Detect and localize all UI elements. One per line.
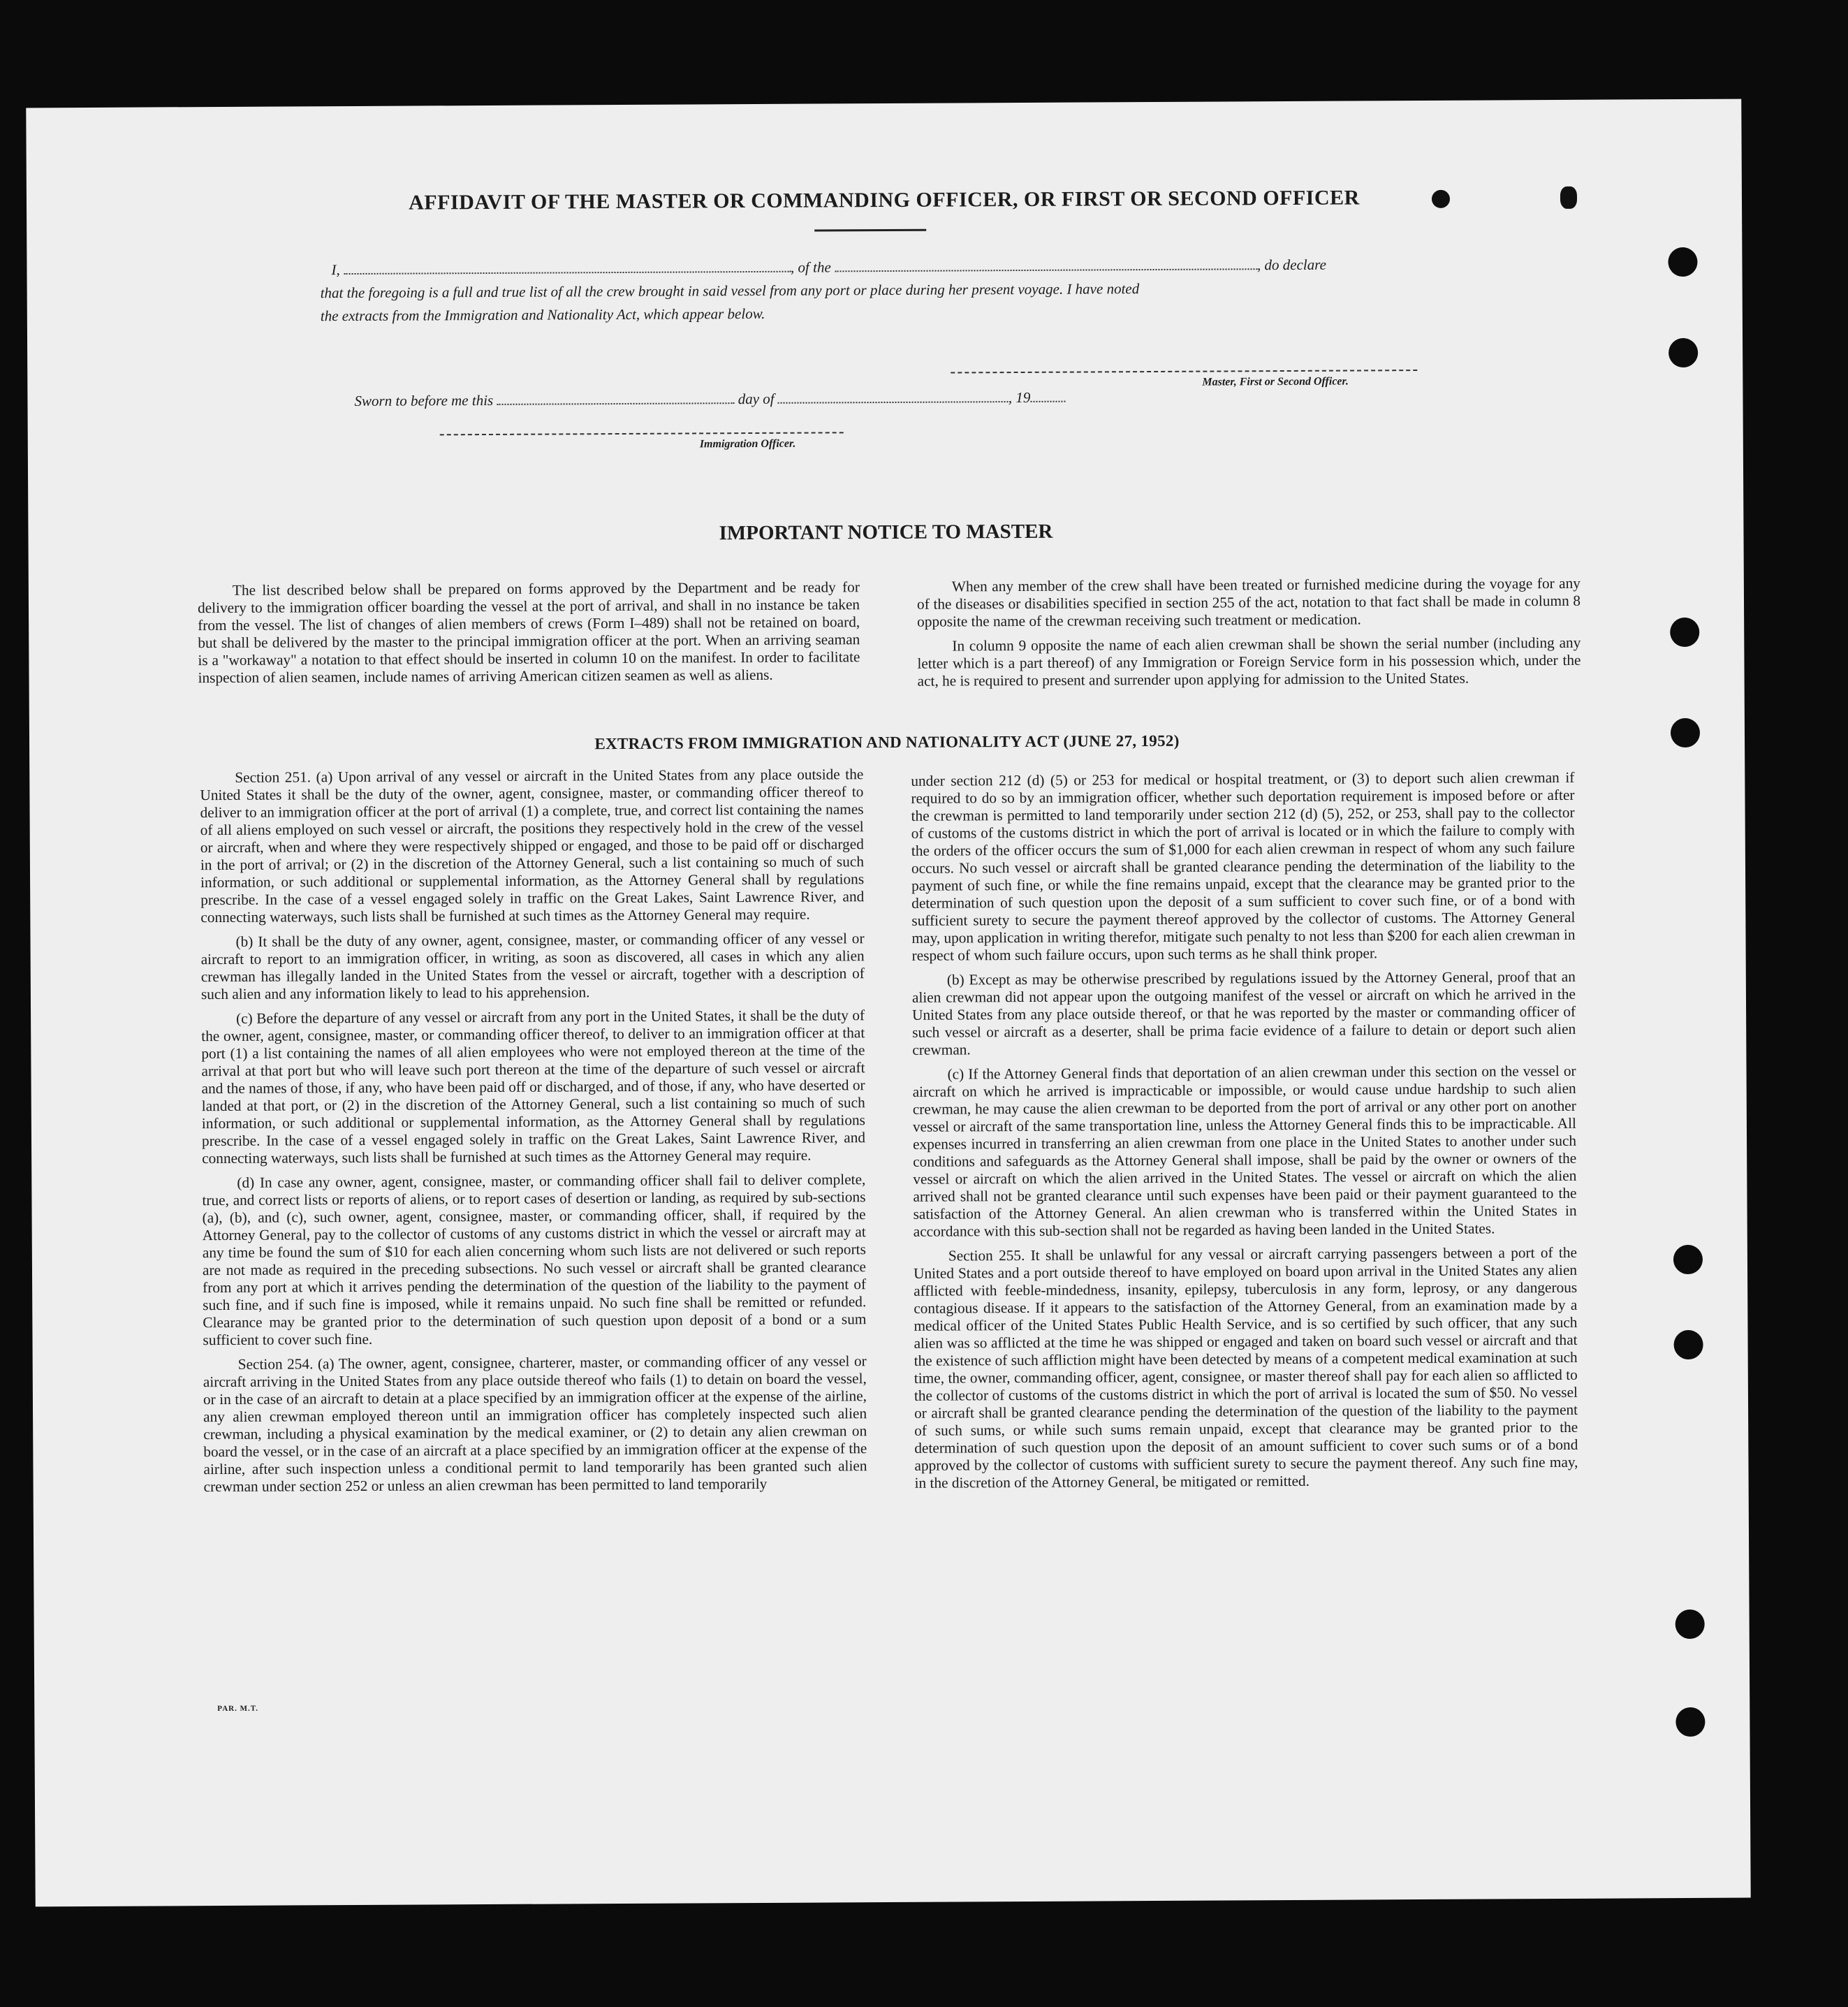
section-254-a: Section 254. (a) The owner, agent, consignee, charterer, master, or commanding officer of any vessel or aircraft arriving in the United States from any place outside thereof who fails (1) to detain on board the vessel, or in the case of an aircraft to detain at a place specified by an immigration officer at the expense of the airline, any alien crewman employed thereon until an immigration officer has completely inspected such alien crewman, including a physical examination by the medical examiner, or (2) to detain any alien crewman on board the vessel, or in the case of an aircraft at a place specified by an immigration officer at the expense of the airline, after such inspection unless a conditional permit to land temporarily has been granted such alien crewman under section 252 or unless an alien crewman has been permitted to land temporarily <box>203 1352 867 1496</box>
extracts-left-column <box>200 766 867 1503</box>
affidavit-line-3: the extracts from the Immigration and Nationality Act, which appear below. <box>320 305 765 325</box>
extracts-right-column <box>911 769 1578 1499</box>
notice-left-paragraph: The list described below shall be prepared on forms approved by the Department and be ready for delivery to the immigration officer boarding the vessel at the port of arrival, and shall in no instance be taken from the vessel. The list of changes of alien members of crews (Form I–489) shall not be retained on board, but shall be delivered by the master to the principal immigration officer at the port. When an arriving seaman is a "workaway" a notation to that effect should be inserted in column 10 on the manifest. In order to facilitate inspection of alien seamen, include names of arriving American citizen seamen as well as aliens. <box>197 578 860 687</box>
notice-right-column <box>917 575 1581 697</box>
notice-right-paragraph-1: When any member of the crew shall have been treated or furnished medicine during the voyage for any of the diseases or disabilities specified in section 255 of the act, notation to that fact shall be made in column 8 opposite the name of the crewman receiving such treatment or medication. <box>916 574 1581 630</box>
form-footer-code: PAR. M.T. <box>217 1704 259 1714</box>
binder-hole-5 <box>1673 1245 1703 1274</box>
section-251-d: (d) In case any owner, agent, consignee, master, or commanding officer shall fail to deliver complete, true, and correct lists or reports of aliens, or to report cases of desertion or landing, as required by sub-sections (a), (b), and (c), such owner, agent, consignee, master, or commanding officer, shall, if required by the Attorney General, pay to the collector of customs of any customs district in which the vessel or aircraft may at any time be found the sum of $10 for each alien concerning whom such lists are not delivered or such reports are not made as required in the preceding subsections. No such vessel or aircraft shall be granted clearance from any port at which it arrives pending the determination of the question of the liability to the payment of such fine, and if such fine is imposed, while it remains unpaid. No such fine shall be remitted or refunded. Clearance may be granted prior to the determination of such question upon deposit of a bond or a sum sufficient to cover such fine. <box>202 1171 867 1349</box>
year-blank[interactable] <box>1030 390 1065 402</box>
title-underline <box>814 229 926 232</box>
top-punch-mark <box>1560 187 1577 209</box>
notice-left-column <box>198 578 860 694</box>
vessel-blank[interactable] <box>835 257 1257 272</box>
top-ink-mark <box>1432 190 1450 208</box>
sworn-label: Sworn to before me this <box>354 391 494 409</box>
declare-label: , do declare <box>1256 256 1326 274</box>
day-of-label: day of <box>738 390 775 408</box>
sworn-line <box>354 387 1459 410</box>
binder-hole-1 <box>1668 247 1697 277</box>
notice-title: IMPORTANT NOTICE TO MASTER <box>719 520 1053 545</box>
document-page <box>26 99 1750 1907</box>
year-label: , 19 <box>1008 388 1031 407</box>
section-251-c: (c) Before the departure of any vessel or aircraft from any port in the United States, it shall be the duty of the owner, agent, consignee, master, or commanding officer thereof, to deliver to an immigration officer at that port (1) a list containing the names of all alien employees who were not employed thereon at the time of the arrival at that port but who will leave such port thereon at the time of the departure of such vessel or aircraft and the names of those, if any, who have been paid off or discharged, and of those, if any, who have deserted or landed at that port, or (2) in the discretion of the Attorney General, such a list containing so much of such information, or such additional or supplemental information, as the Attorney General shall by regulations prescribe. In the case of a vessel engaged solely in traffic on the Great Lakes, Saint Lawrence River, and connecting waterways, such lists shall be furnished at such times as the Attorney General may require. <box>201 1007 866 1167</box>
binder-hole-7 <box>1675 1610 1705 1639</box>
section-254-c: (c) If the Attorney General finds that deportation of an alien crewman under this section on the vessel or aircraft on which he arrived is impracticable or impossible, or would cause undue hardship to such alien crewman, he may cause the alien crewman to be deported from the port of arrival or any other port on another vessel or aircraft of the same transportation line, unless the Attorney General finds this to be impracticable. All expenses incurred in transferring an alien crewman from one place in the United States to another under such conditions and safeguards as the Attorney General shall impose, shall be paid by the owner or owners of the vessel or aircraft on which the alien arrived in the United States. The vessel or aircraft on which the alien arrived shall not be granted clearance until such expenses have been paid or their payment guaranteed to the satisfaction of the Attorney General. An alien crewman who is transferred within the United States in accordance with this sub-section shall not be regarded as having been landed in the United States. <box>912 1062 1577 1240</box>
binder-hole-8 <box>1675 1707 1705 1737</box>
binder-hole-4 <box>1671 718 1700 747</box>
officer-signature-line[interactable] <box>440 432 844 435</box>
binder-hole-6 <box>1673 1330 1703 1359</box>
section-254-b: (b) Except as may be otherwise prescribed by regulations issued by the Attorney General, proof that an alien crewman did not appear upon the outgoing manifest of the vessel or aircraft on which he arrived in the United States from any place outside thereof, or that he was reported by the master or commanding officer of such vessel or aircraft as a deserter, shall be prima facie evidence of a failure to detain or deport such alien crewman. <box>911 968 1576 1058</box>
binder-hole-3 <box>1670 618 1699 647</box>
section-251-a: Section 251. (a) Upon arrival of any vessel or aircraft in the United States from any place outside the United States it shall be the duty of the owner, agent, consignee, master, or commanding officer thereof to deliver to an immigration officer at the port of arrival (1) a complete, true, and correct list containing the names of all aliens employed on such vessel or aircraft, the positions they respectively hold in the crew of the vessel or aircraft, when and where they were respectively shipped or engaged, and those to be paid off or discharged in the port of arrival; or (2) in the discretion of the Attorney General, such a list containing so much of such information, or such additional or supplemental information, as the Attorney General shall by regulations prescribe. In the case of a vessel engaged solely in traffic on the Great Lakes, Saint Lawrence River, and connecting waterways, such lists shall be furnished at such times as the Attorney General may require. <box>200 766 865 926</box>
affidavit-line-2: that the foregoing is a full and true list of all the crew brought in said vessel from any port or place during her present voyage. I have noted <box>320 280 1140 302</box>
master-signature-line[interactable] <box>951 370 1417 373</box>
section-255: Section 255. It shall be unlawful for any vessal or aircraft carrying passengers between a port of the United States and a port outside thereof to have employed on board upon arrival in the United States any alien afflicted with feeble-mindedness, insanity, epilepsy, tuberculosis in any form, leprosy, or any dangerous contagious disease. If it appears to the satisfaction of the Attorney General, from an examination made by a medical officer of the United States Public Health Service, and is so certified by such officer, that any such alien was so afflicted at the time he was shipped or engaged and taken on board such vessel or aircraft and that the existence of such affliction might have been detected by means of a competent medical examination at such time, the owner, commanding officer, agent, consignee, or master thereof shall pay for each alien so afflicted to the collector of customs of the customs district in which the port of arrival is located the sum of $50. No vessel or aircraft shall be granted clearance pending the determination of the question of the liability to the payment of such sums, or while such sums remain unpaid, except that clearance may be granted prior to the determination of such question upon the deposit of an amount sufficient to cover such sums or of a bond approved by the collector of customs with sufficient surety to secure the payment thereof. Any such fine may, in the discretion of the Attorney General, be mitigated or remitted. <box>913 1243 1578 1491</box>
affidavit-i-label: I, <box>331 261 340 279</box>
month-blank[interactable] <box>778 390 1009 404</box>
officer-signature-label: Immigration Officer. <box>699 437 796 451</box>
name-blank[interactable] <box>344 260 791 275</box>
section-251-b: (b) It shall be the duty of any owner, agent, consignee, master, or commanding officer of any vessel or aircraft to report to an immigration officer, in writing, as soon as discovered, all cases in which any alien crewman has illegally landed in the United States from the vessel or aircraft, together with a description of such alien and any information likely to lead to his apprehension. <box>200 930 865 1003</box>
of-the-label: , of the <box>790 258 831 276</box>
section-254-a-continued: under section 212 (d) (5) or 253 for medical or hospital treatment, or (3) to deport such alien crewman if required to do so by an immigration officer, whether such deportation requirement is imposed before or after the crewman is permitted to land temporarily under section 212 (d) (5), 252, or 253, shall pay to the collector of customs of the customs district in which the port of arrival is located or in which the failure to comply with the orders of the officer occurs the sum of $1,000 for each alien crewman in respect of whom any such failure occurs. No such vessel or aircraft shall be granted clearance pending the determination of the liability to the payment of such fine, or while the fine remains unpaid, except that the clearance may be granted prior to the determination of such question upon the deposit of a sum sufficient to cover such fine, or of a bond with sufficient surety to secure the payment thereof approved by the collector of customs. The Attorney General may, upon application in writing therefor, mitigate such penalty to not less than $200 for each alien crewman in respect of whom such failure occurs, upon such terms as he shall think proper. <box>911 768 1576 964</box>
binder-hole-2 <box>1669 338 1698 367</box>
notice-right-paragraph-2: In column 9 opposite the name of each alien crewman shall be shown the serial number (including any letter which is a part thereof) of any Immigration or Foreign Service form in his possession which, under the act, he is required to present and surrender upon applying for admission to the United States. <box>917 634 1581 689</box>
affidavit-title: AFFIDAVIT OF THE MASTER OR COMMANDING OFFICER, OR FIRST OR SECOND OFFICER <box>409 186 1360 214</box>
extracts-title: EXTRACTS FROM IMMIGRATION AND NATIONALITY ACT (JUNE 27, 1952) <box>594 731 1180 753</box>
affidavit-line-1 <box>331 256 1436 279</box>
master-signature-label: Master, First or Second Officer. <box>1202 375 1349 388</box>
day-blank[interactable] <box>497 391 734 405</box>
